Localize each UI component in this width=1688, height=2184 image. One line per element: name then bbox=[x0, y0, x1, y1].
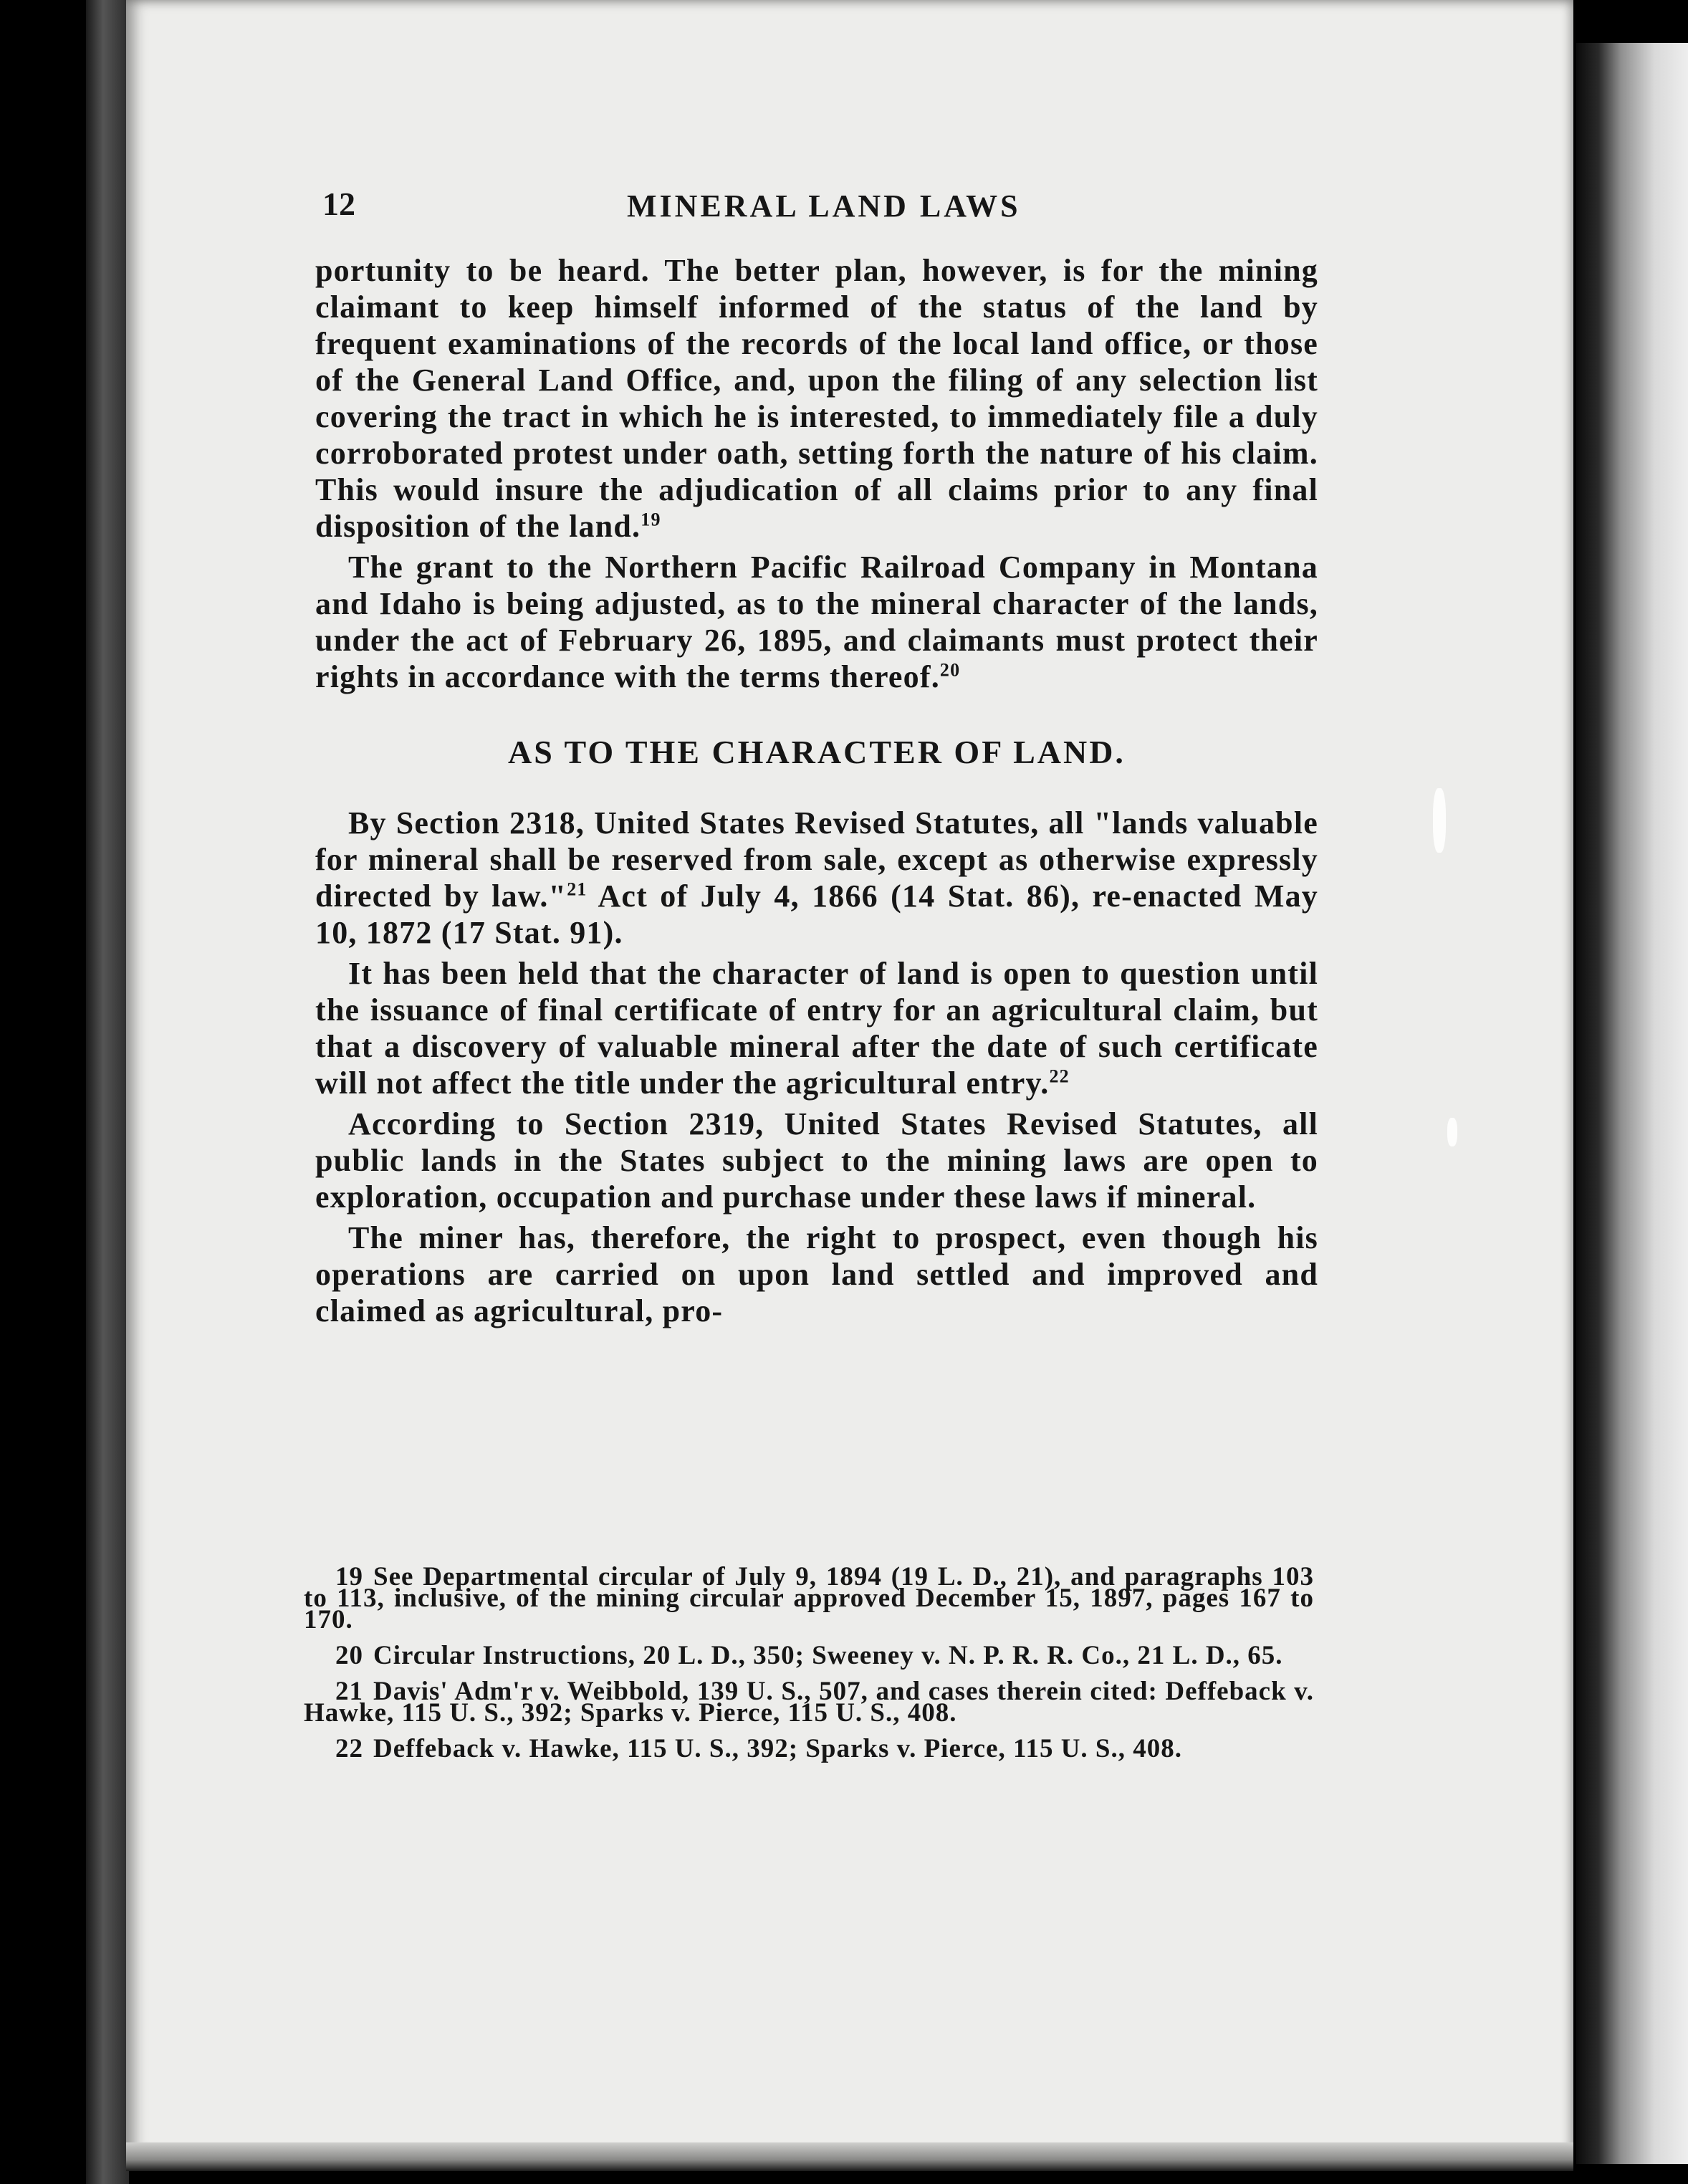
paragraph bbox=[315, 1106, 1318, 1215]
paragraph bbox=[315, 805, 1318, 951]
paragraph bbox=[315, 955, 1318, 1101]
paragraph bbox=[315, 549, 1318, 695]
footnote-reference: 20 bbox=[939, 659, 961, 681]
running-title: MINERAL LAND LAWS bbox=[627, 188, 1021, 224]
paragraph bbox=[315, 252, 1318, 545]
footnotes bbox=[304, 1562, 1314, 1774]
page-header bbox=[322, 185, 1397, 228]
paragraph-text: According to Section 2319, United States Revised Statutes, all public lands in the States subject to the mining laws are open to exploration, occupation and purchase under these laws if mineral. bbox=[315, 1106, 1318, 1215]
footnote bbox=[304, 1562, 1314, 1634]
footnote-number: 19 bbox=[335, 1562, 363, 1591]
paragraph-text: By Section 2318, United States Revised Statutes, all "lands valuable for mineral shall be reserved from sale, except as otherwise expressly directed by law." bbox=[315, 805, 1318, 914]
footnote-reference: 19 bbox=[641, 509, 661, 530]
footnote-text: Davis' Adm'r v. Weibbold, 139 U. S., 507, and cases therein cited: Deffeback v. Hawke, 115 U. S., 392; Sparks v. Pierce, 115 U. S., 408. bbox=[304, 1677, 1314, 1728]
main-text bbox=[315, 252, 1318, 1333]
section-heading: AS TO THE CHARACTER OF LAND. bbox=[508, 734, 1126, 770]
footnote-number: 21 bbox=[335, 1677, 363, 1706]
footnote-text: Circular Instructions, 20 L. D., 350; Sweeney v. N. P. R. R. Co., 21 L. D., 65. bbox=[373, 1641, 1283, 1670]
page-bottom-edge bbox=[126, 2142, 1573, 2171]
scan-blemish bbox=[1447, 1118, 1457, 1146]
footnote bbox=[304, 1677, 1314, 1728]
footnote-reference: 21 bbox=[567, 878, 588, 900]
footnote-number: 20 bbox=[335, 1641, 363, 1670]
footnote bbox=[304, 1734, 1314, 1763]
paragraph-text: The grant to the Northern Pacific Railroad Company in Montana and Idaho is being adjusted, as to the mineral character of the lands, under the act of February 26, 1895, and claimants must protect their rights in accordance with the terms thereof. bbox=[315, 550, 1318, 694]
footnote bbox=[304, 1641, 1314, 1670]
footnote-reference: 22 bbox=[1049, 1065, 1070, 1087]
footnote-number: 22 bbox=[335, 1734, 363, 1763]
paragraph bbox=[315, 1220, 1318, 1329]
footnote-text: Deffeback v. Hawke, 115 U. S., 392; Sparks v. Pierce, 115 U. S., 408. bbox=[373, 1734, 1182, 1763]
footnote-text: See Departmental circular of July 9, 1894 (19 L. D., 21), and paragraphs 103 to 113, inclusive, of the mining circular approved December 15, 1897, pages 167 to 170. bbox=[304, 1562, 1314, 1634]
paragraph-text: portunity to be heard. The better plan, however, is for the mining claimant to keep himself informed of the status of the land by frequent examinations of the records of the local land office, or those of the General Land Office, and, upon the filing of any selection list covering the tract in which he is interested, to immediately file a duly corroborated protest under oath, setting forth the nature of his claim. This would insure the adjudication of all claims prior to any final disposition of the land. bbox=[315, 253, 1318, 544]
book-spine-edge bbox=[86, 0, 129, 2184]
paragraph-text: It has been held that the character of land is open to question until the issuance of final certificate of entry for an agricultural claim, but that a discovery of valuable mineral after the date of such certificate will not affect the title under the agricultural entry. bbox=[315, 956, 1318, 1101]
paragraph-text-tail: Act of July 4, 1866 (14 Stat. 86), re-enacted May 10, 1872 (17 Stat. 91). bbox=[315, 878, 1318, 950]
page-number: 12 bbox=[322, 186, 355, 222]
paragraph-text: The miner has, therefore, the right to prospect, even though his operations are carried on upon land settled and improved and claimed as agricultural, pro- bbox=[315, 1220, 1318, 1328]
facing-page-edge bbox=[1576, 43, 1688, 2164]
scan-blemish bbox=[1433, 788, 1446, 853]
